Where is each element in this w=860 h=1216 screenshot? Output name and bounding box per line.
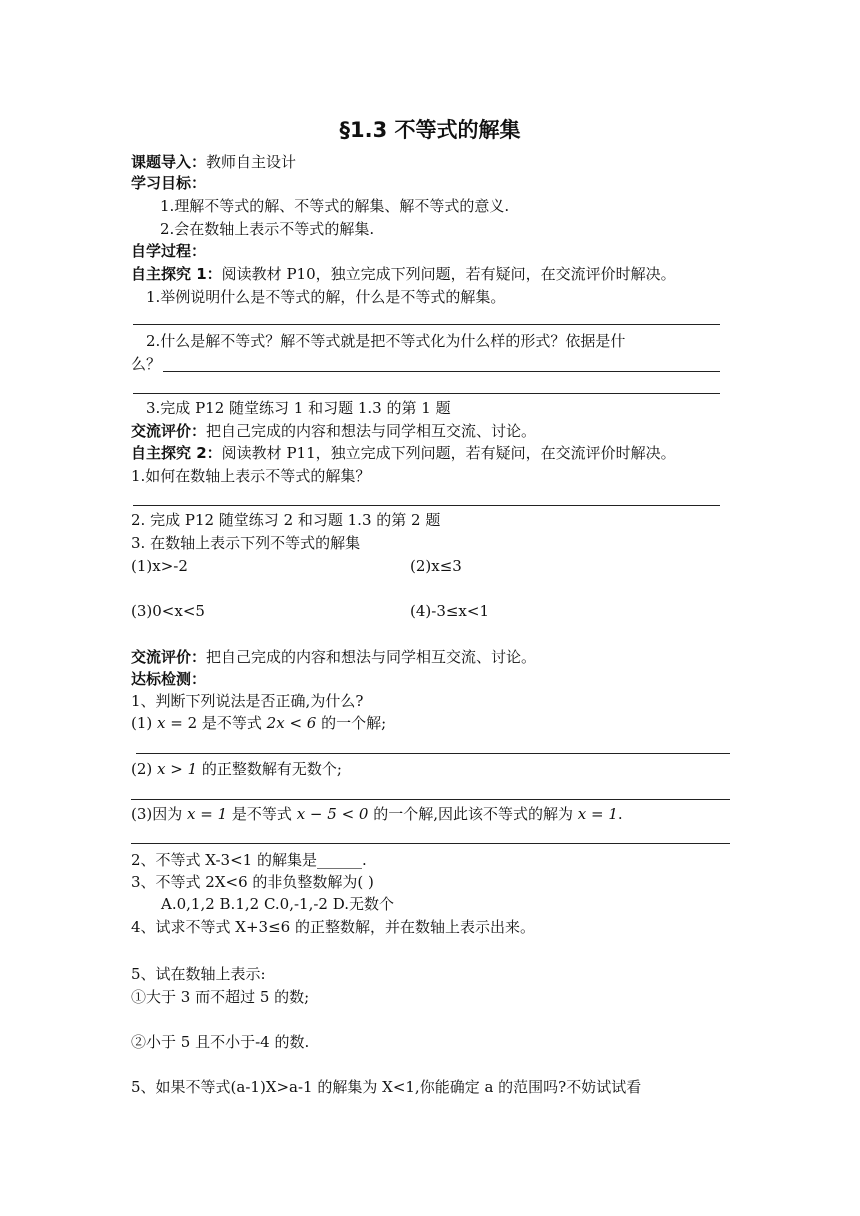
check-p3-options: A.0,1,2 B.1,2 C.0,-1,-2 D.无数个 <box>161 895 394 913</box>
review2-label: 交流评价： <box>131 648 207 666</box>
explore2-item-4: (4)-3≤x<1 <box>410 602 489 620</box>
review1-label: 交流评价： <box>131 422 207 440</box>
p1a-pre: (1) <box>131 714 158 732</box>
check-p1c <box>131 804 623 824</box>
explore1-label: 自主探究 1： <box>131 265 222 283</box>
answer-line <box>131 799 730 800</box>
check-p5b: ②小于 5 且不小于-4 的数. <box>131 1033 310 1051</box>
explore1-q2a: 2.什么是解不等式？解不等式就是把不等式化为什么样的形式？依据是什 <box>146 332 626 350</box>
check-p5a: ①大于 3 而不超过 5 的数; <box>131 988 310 1006</box>
review1-line <box>131 421 536 441</box>
p1a-expr: 2x < 6 <box>266 714 317 732</box>
intro-label: 课题导入： <box>131 153 207 171</box>
explore2-label: 自主探究 2： <box>131 444 222 462</box>
check-p1a <box>131 713 386 733</box>
intro-line <box>131 152 296 172</box>
answer-line <box>163 371 720 372</box>
check-p2: 2、不等式 X-3<1 的解集是______. <box>131 851 367 869</box>
explore2-line <box>131 443 676 463</box>
answer-line <box>133 393 720 394</box>
check-p5: 5、试在数轴上表示: <box>131 965 266 983</box>
check-p1: 1、判断下列说法是否正确,为什么? <box>131 692 364 710</box>
goal-item-2: 2.会在数轴上表示不等式的解集. <box>160 220 375 238</box>
check-p4: 4、试求不等式 X+3≤6 的正整数解，并在数轴上表示出来。 <box>131 918 535 936</box>
explore1-line <box>131 264 676 284</box>
p1b-expr: x > 1 <box>157 760 198 778</box>
goals-label: 学习目标： <box>131 174 207 192</box>
p1b-post: 的正整数解有无数个; <box>197 760 342 778</box>
explore2-item-1: (1)x>-2 <box>131 557 188 575</box>
p1c-mid: 是不等式 <box>227 805 297 823</box>
p1c-e2: x − 5 < 0 <box>296 805 369 823</box>
explore2-q3: 3. 在数轴上表示下列不等式的解集 <box>131 534 361 552</box>
check-p6: 5、如果不等式(a-1)X>a-1 的解集为 X<1,你能确定 a 的范围吗?不妨试试看 <box>131 1078 642 1096</box>
explore2-text: 阅读教材 P11，独立完成下列问题，若有疑问，在交流评价时解决。 <box>221 444 676 462</box>
p1c-e1: x = 1 <box>187 805 228 823</box>
check-p1b <box>131 759 342 779</box>
explore2-item-2: (2)x≤3 <box>410 557 462 575</box>
p1b-pre: (2) <box>131 760 158 778</box>
intro-text: 教师自主设计 <box>206 153 297 171</box>
answer-line <box>133 505 720 506</box>
explore1-q3: 3.完成 P12 随堂练习 1 和习题 1.3 的第 1 题 <box>146 399 451 417</box>
review2-line <box>131 647 536 667</box>
process-label: 自学过程： <box>131 242 207 260</box>
page-title: §1.3 不等式的解集 <box>339 118 521 142</box>
answer-line <box>133 324 720 325</box>
check-p3: 3、不等式 2X<6 的非负整数解为( ) <box>131 873 374 891</box>
p1c-e3: x = 1 <box>577 805 618 823</box>
p1a-eq: = 2 是不等式 <box>165 714 267 732</box>
explore2-q2: 2. 完成 P12 随堂练习 2 和习题 1.3 的第 2 题 <box>131 511 441 529</box>
explore1-q2b: 么？ <box>131 355 162 373</box>
review2-text: 把自己完成的内容和想法与同学相互交流、讨论。 <box>206 648 537 666</box>
p1c-post: . <box>617 805 623 823</box>
explore2-item-3: (3)0<x<5 <box>131 602 205 620</box>
p1c-mid2: 的一个解,因此该不等式的解为 <box>368 805 578 823</box>
p1a-var: x <box>157 714 166 732</box>
explore2-q1: 1.如何在数轴上表示不等式的解集？ <box>131 467 371 485</box>
goal-item-1: 1.理解不等式的解、不等式的解集、解不等式的意义. <box>160 197 510 215</box>
check-label: 达标检测： <box>131 670 207 688</box>
review1-text: 把自己完成的内容和想法与同学相互交流、讨论。 <box>206 422 537 440</box>
explore1-text: 阅读教材 P10，独立完成下列问题，若有疑问，在交流评价时解决。 <box>221 265 676 283</box>
answer-line <box>131 843 730 844</box>
explore1-q1: 1.举例说明什么是不等式的解，什么是不等式的解集。 <box>146 288 506 306</box>
p1a-post: 的一个解; <box>316 714 387 732</box>
answer-line <box>136 753 730 754</box>
p1c-pre: (3)因为 <box>131 805 188 823</box>
